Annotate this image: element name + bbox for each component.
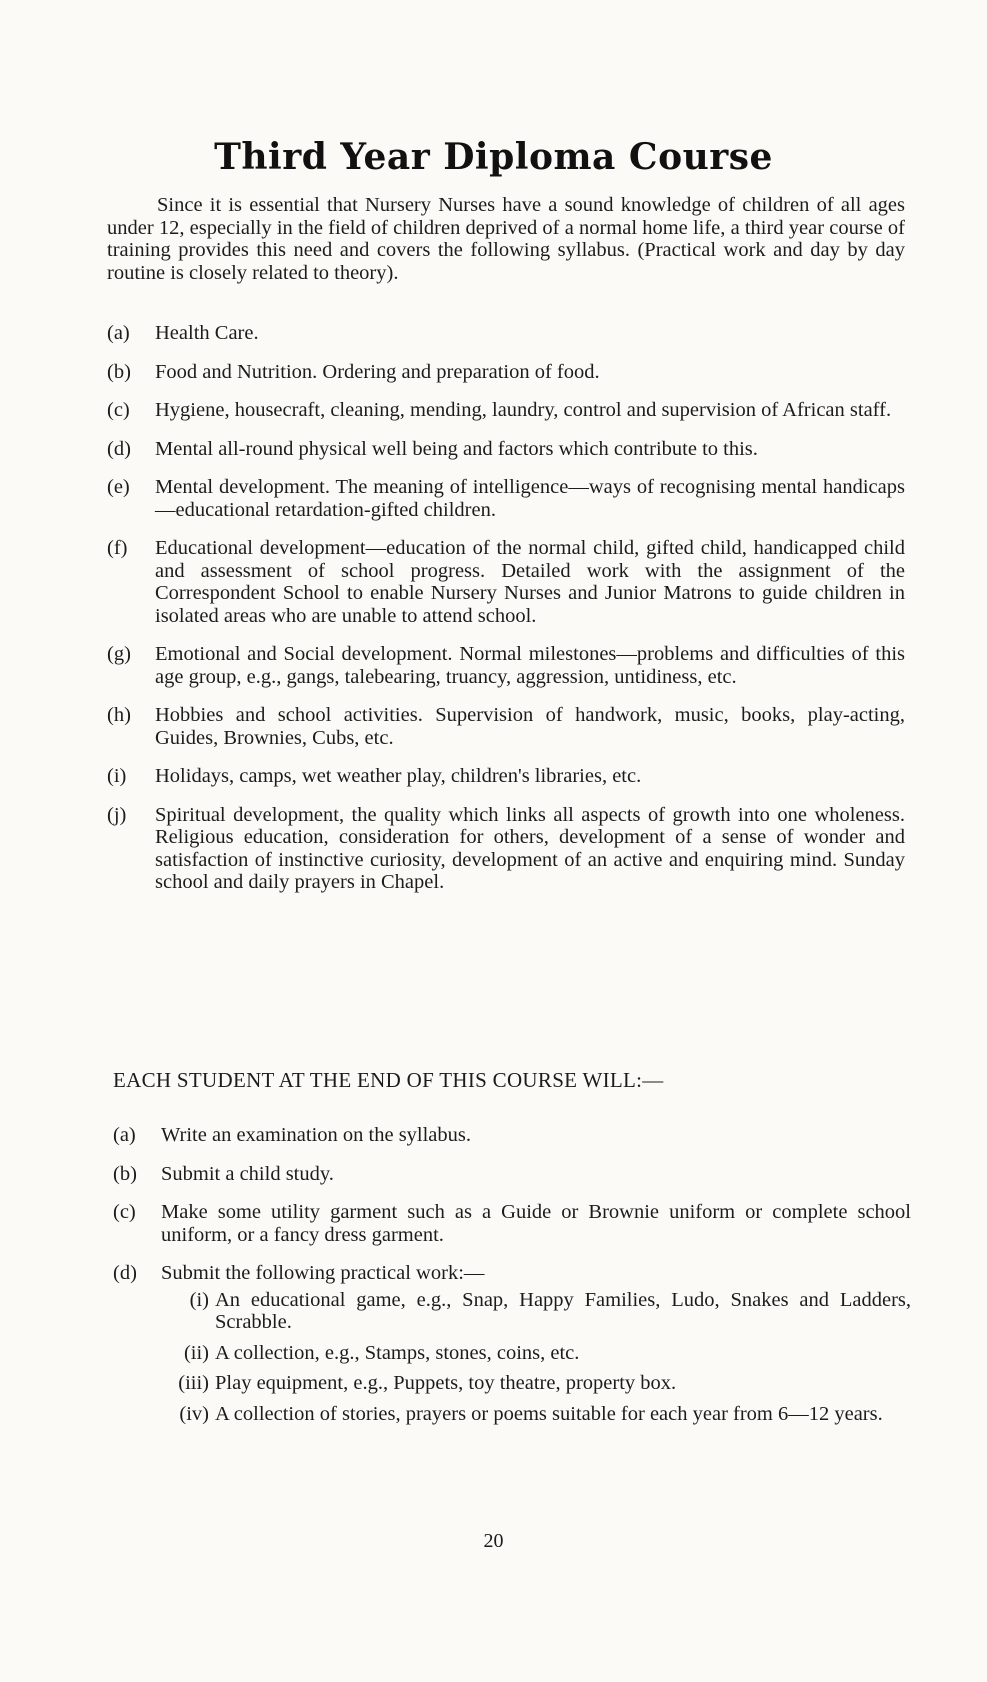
- item-text: Make some utility garment such as a Guide or Brownie uniform or complete school uniform, or a fancy dress garment.: [161, 1201, 911, 1246]
- practical-work-item: [161, 1342, 911, 1365]
- syllabus-item: [107, 399, 905, 422]
- practical-work-item: [161, 1403, 911, 1426]
- subitem-text: A collection, e.g., Stamps, stones, coins, etc.: [215, 1341, 580, 1364]
- requirements-list: [113, 1124, 911, 1449]
- item-label: (c): [107, 399, 130, 421]
- item-text: Emotional and Social development. Normal milestones—problems and difficulties of this age group, e.g., gangs, talebearing, truancy, aggression, untidiness, etc.: [155, 643, 905, 688]
- item-label: (i): [107, 765, 127, 787]
- subitem-text: An educational game, e.g., Snap, Happy Families, Ludo, Snakes and Ladders, Scrabble.: [215, 1288, 911, 1333]
- requirement-item: [113, 1201, 911, 1246]
- subitem-label: (ii): [183, 1341, 209, 1364]
- page-title: Third Year Diploma Course: [214, 136, 773, 179]
- item-label: (f): [107, 537, 128, 559]
- requirement-item: [113, 1124, 911, 1147]
- item-text: Mental development. The meaning of intelligence—ways of recognising mental handicaps—educational retardation-gifted children.: [155, 476, 905, 521]
- subitem-text: A collection of stories, prayers or poems suitable for each year from 6—12 years.: [215, 1402, 883, 1425]
- practical-work-item: [161, 1372, 911, 1395]
- item-text: Holidays, camps, wet weather play, children's libraries, etc.: [155, 765, 642, 787]
- item-label: (e): [107, 476, 130, 498]
- item-label: (j): [107, 803, 127, 826]
- syllabus-item: [107, 537, 905, 627]
- item-text: Spiritual development, the quality which links all aspects of growth into one wholeness. Religious education, consideration for others, development of a sense of wonder and satisfaction of instinctive curiosity, development of an active and enquiring mind. Sunday school and daily prayers in Chapel.: [155, 803, 905, 893]
- page-number: 20: [483, 1530, 504, 1552]
- subitem-label: (iii): [178, 1372, 209, 1394]
- item-label: (d): [107, 437, 131, 460]
- subitem-text: Play equipment, e.g., Puppets, toy theatre, property box.: [215, 1372, 677, 1394]
- syllabus-item: [107, 476, 905, 521]
- syllabus-item: [107, 361, 905, 384]
- syllabus-list: [107, 322, 905, 910]
- item-label: (d): [113, 1262, 137, 1284]
- item-label: (b): [107, 360, 131, 383]
- subitem-label: (i): [189, 1288, 209, 1311]
- item-label: (c): [113, 1201, 136, 1223]
- item-label: (a): [113, 1124, 136, 1146]
- item-text: Hygiene, housecraft, cleaning, mending, laundry, control and supervision of African staff.: [155, 399, 892, 421]
- intro-paragraph: Since it is essential that Nursery Nurses have a sound knowledge of children of all ages under 12, especially in the field of children deprived of a normal home life, a third year course of training provides this need and covers the following syllabus. (Practical work and day by day routine is closely related to theory).: [107, 194, 905, 284]
- item-label: (b): [113, 1162, 137, 1185]
- item-label: (g): [107, 643, 131, 665]
- item-text: Mental all-round physical well being and factors which contribute to this.: [155, 437, 758, 460]
- item-label: (h): [107, 704, 131, 726]
- syllabus-item: [107, 643, 905, 688]
- item-text: Submit a child study.: [161, 1162, 334, 1185]
- requirement-item: [113, 1163, 911, 1186]
- syllabus-item: [107, 438, 905, 461]
- requirements-heading: EACH STUDENT AT THE END OF THIS COURSE WILL:—: [113, 1068, 664, 1092]
- item-text: Educational development—education of the normal child, gifted child, handicapped child and assessment of school progress. Detailed work with the assignment of the Correspondent School to enable Nursery Nurses and Junior Matrons to guide children in isolated areas who are unable to attend school.: [155, 537, 905, 627]
- requirement-item: [113, 1262, 911, 1433]
- syllabus-item: [107, 322, 905, 345]
- syllabus-item: [107, 765, 905, 788]
- item-text: Health Care.: [155, 322, 259, 344]
- item-text: Write an examination on the syllabus.: [161, 1124, 472, 1146]
- item-text: Food and Nutrition. Ordering and preparation of food.: [155, 360, 600, 383]
- practical-work-item: [161, 1289, 911, 1334]
- item-label: (a): [107, 322, 130, 344]
- syllabus-item: [107, 804, 905, 894]
- practical-work-list: [161, 1289, 911, 1426]
- item-body: [161, 1262, 911, 1433]
- subitem-label: (iv): [179, 1402, 209, 1425]
- syllabus-item: [107, 704, 905, 749]
- item-text: Submit the following practical work:—: [161, 1262, 485, 1284]
- item-text: Hobbies and school activities. Supervision of handwork, music, books, play-acting, Guides, Brownies, Cubs, etc.: [155, 704, 905, 749]
